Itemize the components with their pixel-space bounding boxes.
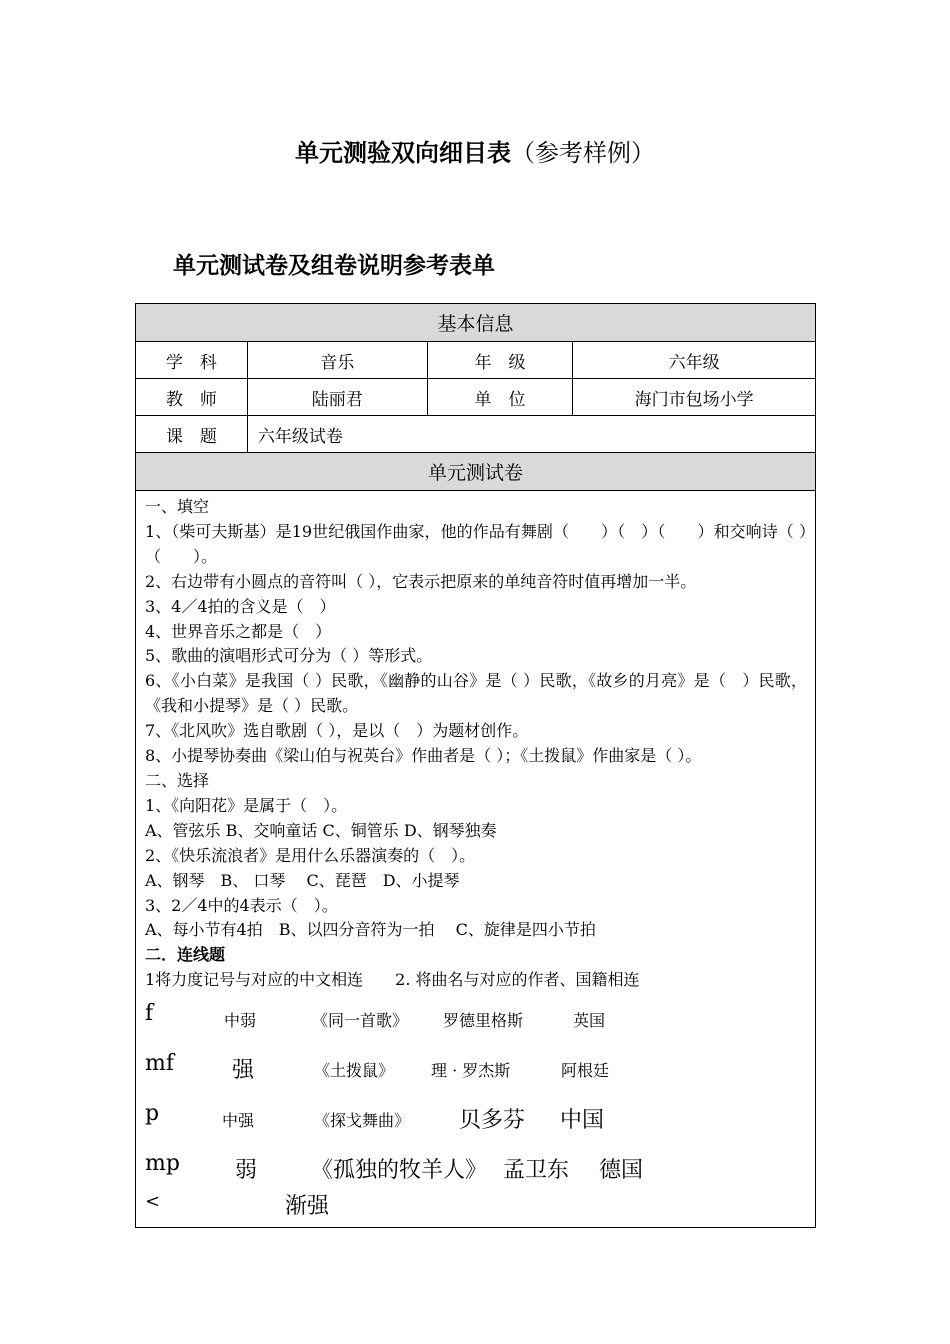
test-form-table xyxy=(135,303,816,1228)
dynamic-chinese: 弱 xyxy=(235,1158,258,1184)
title-main: 单元测验双向细目表 xyxy=(295,139,511,167)
nationality: 德国 xyxy=(599,1158,644,1184)
dynamic-mark: f xyxy=(145,1001,154,1027)
answer-options: A、管弦乐 B、交响童话 C、铜管乐 D、钢琴独奏 xyxy=(145,820,497,840)
form-subtitle: 单元测试卷及组卷说明参考表单 xyxy=(173,253,495,279)
composer: 罗德里格斯 xyxy=(443,1011,524,1031)
section-choice: 二、选择 xyxy=(145,770,210,790)
question-line: 4、世界音乐之都是（ ） xyxy=(145,621,332,641)
nationality: 英国 xyxy=(573,1011,606,1031)
composer: 理 · 罗杰斯 xyxy=(431,1061,511,1081)
question-line: 1、（柴可夫斯基）是19世纪俄国作曲家，他的作品有舞剧（ ）（ ）（ ）和交响诗（ ）（ ）。 xyxy=(145,521,807,566)
composer: 贝多芬 xyxy=(459,1108,526,1134)
nationality: 中国 xyxy=(560,1108,605,1134)
test-paper-heading: 单元测试卷 xyxy=(136,453,816,491)
song-title: 《探戈舞曲》 xyxy=(314,1111,411,1131)
grade-value: 六年级 xyxy=(573,342,816,379)
unit-value: 海门市包场小学 xyxy=(573,379,816,416)
topic-value: 六年级试卷 xyxy=(247,416,815,453)
matching-area xyxy=(145,993,807,1225)
dynamic-chinese: 强 xyxy=(232,1058,255,1084)
subject-label: 学 科 xyxy=(136,342,248,379)
teacher-value: 陆丽君 xyxy=(247,379,427,416)
info-row-topic xyxy=(136,416,816,453)
nationality: 阿根廷 xyxy=(561,1061,610,1081)
grade-label: 年 级 xyxy=(427,342,573,379)
topic-label: 课 题 xyxy=(136,416,248,453)
dynamic-chinese: 渐强 xyxy=(285,1194,330,1220)
dynamic-mark: mf xyxy=(145,1051,175,1077)
question-line: 3、2／4中的4表示（ ）。 xyxy=(145,895,338,915)
matching-instructions: 1将力度记号与对应的中文相连 2. 将曲名与对应的作者、国籍相连 xyxy=(145,970,640,990)
answer-options: A、每小节有4拍 B、以四分音符为一拍 C、旋律是四小节拍 xyxy=(145,920,596,940)
song-title: 《土拨鼠》 xyxy=(314,1061,395,1081)
question-line: 1、《向阳花》是属于（ ）。 xyxy=(145,795,348,815)
teacher-label: 教 师 xyxy=(136,379,248,416)
dynamic-mark: mp xyxy=(145,1151,180,1177)
composer: 孟卫东 xyxy=(503,1158,570,1184)
section-matching: 二．连线题 xyxy=(145,945,226,965)
test-paper-content xyxy=(136,491,816,1228)
title-note: （参考样例） xyxy=(511,139,655,167)
song-title: 《同一首歌》 xyxy=(312,1011,409,1031)
question-line: 2、右边带有小圆点的音符叫（ ），它表示把原来的单纯音符时值再增加一半。 xyxy=(145,571,697,591)
basic-info-heading: 基本信息 xyxy=(136,304,816,342)
unit-label: 单 位 xyxy=(427,379,573,416)
question-line: 8、小提琴协奏曲《梁山伯与祝英台》作曲者是（ ）；《土拨鼠》作曲家是（ ）。 xyxy=(145,746,702,766)
question-line: 2、《快乐流浪者》是用什么乐器演奏的（ ）。 xyxy=(145,845,476,865)
song-title: 《孤独的牧羊人》 xyxy=(311,1158,488,1184)
subject-value: 音乐 xyxy=(247,342,427,379)
dynamic-mark: p xyxy=(145,1101,160,1127)
dynamic-chinese: 中强 xyxy=(222,1111,255,1131)
info-row-subject xyxy=(136,342,816,379)
dynamic-chinese: 中弱 xyxy=(224,1011,257,1031)
question-line: 3、4／4拍的含义是（ ） xyxy=(145,596,336,616)
section-fill-blank: 一、填空 xyxy=(145,497,210,516)
question-line: 6、《小白菜》是我国（ ）民歌，《幽静的山谷》是（ ）民歌，《故乡的月亮》是（ ）民歌，《我和小提琴》是（ ）民歌。 xyxy=(145,671,807,716)
question-line: 7、《北风吹》选自歌剧（ ），是以（ ）为题材创作。 xyxy=(145,721,529,741)
question-line: 5、歌曲的演唱形式可分为（ ）等形式。 xyxy=(145,646,433,666)
info-row-teacher xyxy=(136,379,816,416)
page-title xyxy=(0,133,950,168)
answer-options: A、钢琴 B、 口琴 C、琵琶 D、小提琴 xyxy=(145,870,460,890)
dynamic-mark: < xyxy=(145,1191,161,1213)
